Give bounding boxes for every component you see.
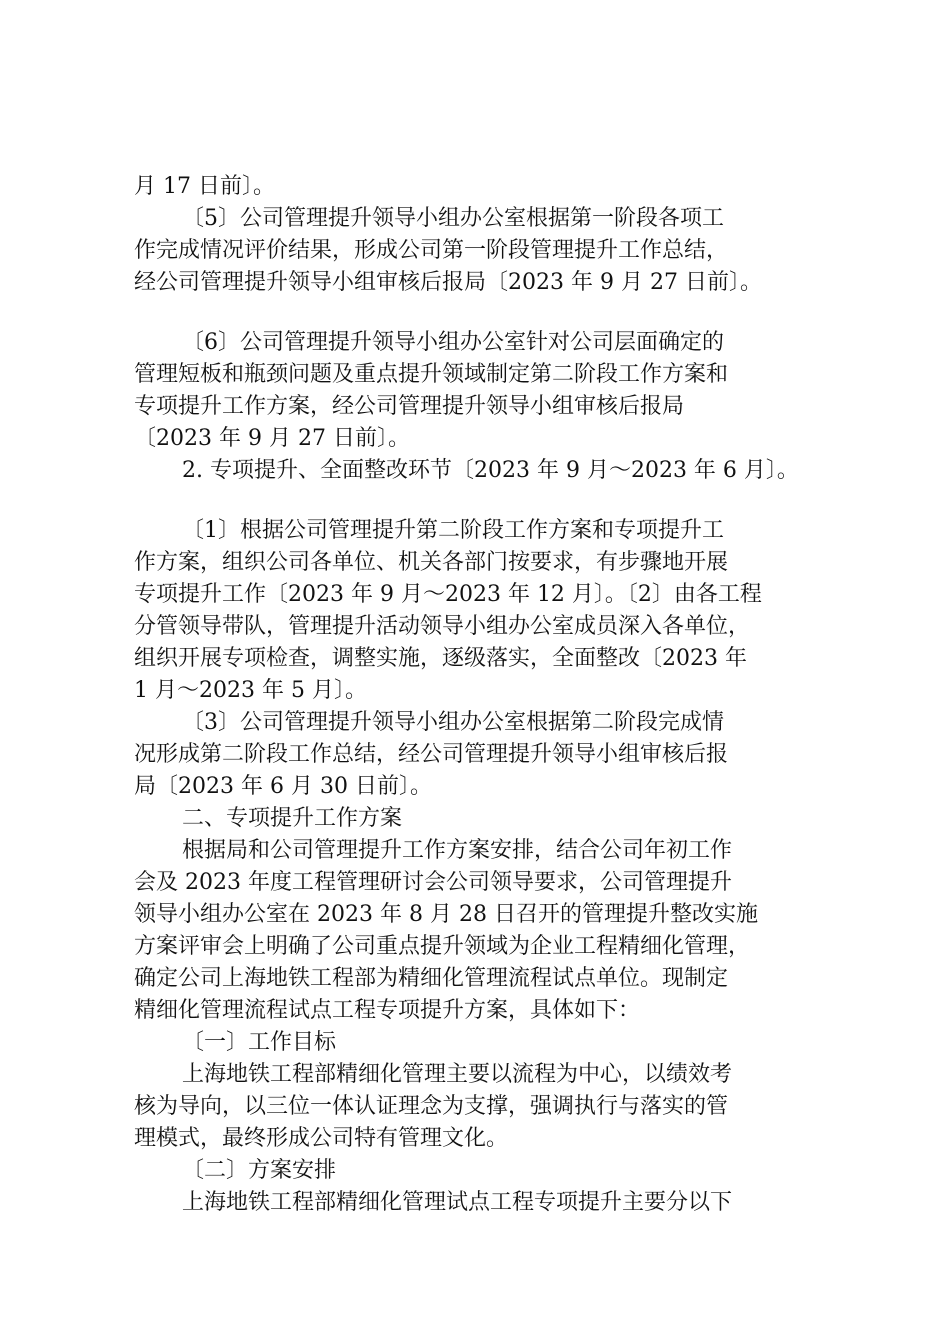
text-line: 精细化管理流程试点工程专项提升方案，具体如下：: [134, 998, 641, 1023]
text-line: 确定公司上海地铁工程部为精细化管理流程试点单位。现制定: [134, 966, 729, 991]
text-line: 根据局和公司管理提升工作方案安排，结合公司年初工作: [182, 838, 733, 863]
subsection-heading: 〔二〕方案安排: [182, 1158, 337, 1183]
text-line: 况形成第二阶段工作总结，经公司管理提升领导小组审核后报: [134, 742, 729, 767]
text-line: 上海地铁工程部精细化管理主要以流程为中心，以绩效考: [182, 1062, 733, 1087]
text-line: 作完成情况评价结果，形成公司第一阶段管理提升工作总结，: [134, 238, 729, 263]
text-line: 〔1〕根据公司管理提升第二阶段工作方案和专项提升工: [182, 518, 724, 543]
text-line: 理模式，最终形成公司特有管理文化。: [134, 1126, 509, 1151]
subsection-heading: 〔一〕工作目标: [182, 1030, 337, 1055]
text-line: 核为导向，以三位一体认证理念为支撑，强调执行与落实的管: [134, 1094, 729, 1119]
document-body: [134, 171, 824, 1219]
text-line: 〔5〕公司管理提升领导小组办公室根据第一阶段各项工: [182, 206, 724, 231]
text-line: 1 月～2023 年 5 月〕。: [134, 678, 367, 703]
section-heading: 二、专项提升工作方案: [182, 806, 403, 831]
text-line: 上海地铁工程部精细化管理试点工程专项提升主要分以下: [182, 1190, 733, 1215]
text-line: 专项提升工作〔2023 年 9 月～2023 年 12 月〕。〔2〕由各工程: [134, 582, 762, 607]
text-line: 分管领导带队，管理提升活动领导小组办公室成员深入各单位，: [134, 614, 751, 639]
text-line: 作方案，组织公司各单位、机关各部门按要求，有步骤地开展: [134, 550, 729, 575]
paragraph-gap: [134, 299, 824, 327]
text-line: 〔6〕公司管理提升领导小组办公室针对公司层面确定的: [182, 330, 724, 355]
text-line: 组织开展专项检查，调整实施，逐级落实，全面整改〔2023 年: [134, 646, 747, 671]
text-line: 局〔2023 年 6 月 30 日前〕。: [134, 774, 432, 799]
text-line: 管理短板和瓶颈问题及重点提升领域制定第二阶段工作方案和: [134, 362, 729, 387]
text-line: 〔3〕公司管理提升领导小组办公室根据第二阶段完成情: [182, 710, 724, 735]
text-line: 月 17 日前〕。: [134, 174, 275, 199]
text-line: 会及 2023 年度工程管理研讨会公司领导要求，公司管理提升: [134, 870, 732, 895]
text-line: 专项提升工作方案，经公司管理提升领导小组审核后报局: [134, 394, 685, 419]
text-line: 领导小组办公室在 2023 年 8 月 28 日召开的管理提升整改实施: [134, 902, 758, 927]
text-line: 2. 专项提升、全面整改环节〔2023 年 9 月～2023 年 6 月〕。: [182, 458, 799, 483]
paragraph-gap: [134, 487, 824, 515]
text-line: 方案评审会上明确了公司重点提升领域为企业工程精细化管理，: [134, 934, 751, 959]
text-line: 〔2023 年 9 月 27 日前〕。: [134, 426, 410, 451]
text-line: 经公司管理提升领导小组审核后报局〔2023 年 9 月 27 日前〕。: [134, 270, 762, 295]
